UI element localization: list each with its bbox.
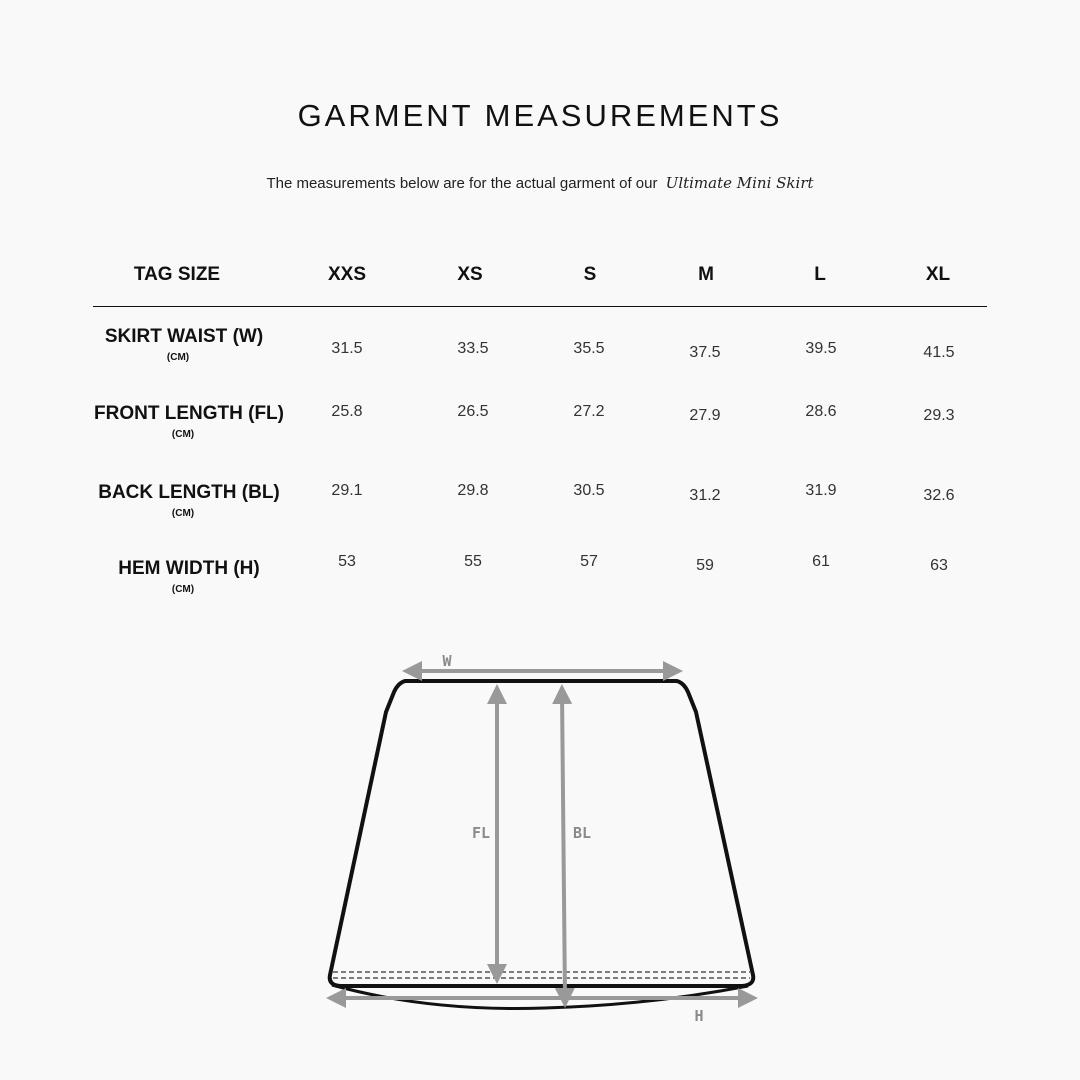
row-unit: (CM) xyxy=(166,352,190,363)
table-cell: 37.5 xyxy=(689,344,721,361)
header-tag-size: TAG SIZE xyxy=(133,264,221,285)
table-cell: 55 xyxy=(464,553,482,570)
table-cell: 33.5 xyxy=(457,340,489,357)
header-size-l: L xyxy=(814,264,826,285)
table-cell: 31.9 xyxy=(805,482,837,499)
header-size-s: S xyxy=(583,264,597,285)
table-cell: 29.8 xyxy=(457,482,489,499)
table-cell: 25.8 xyxy=(331,403,363,420)
row-name: SKIRT WAIST (W) xyxy=(104,326,264,347)
front-length-label: FL xyxy=(471,824,491,842)
table-cell: 26.5 xyxy=(457,403,489,420)
row-unit: (CM) xyxy=(171,508,195,519)
table-cell: 30.5 xyxy=(573,482,605,499)
header-size-xxs: XXS xyxy=(327,264,367,285)
row-unit: (CM) xyxy=(171,429,195,440)
page-title: GARMENT MEASUREMENTS xyxy=(297,98,783,133)
table-cell: 28.6 xyxy=(805,403,837,420)
row-unit: (CM) xyxy=(171,584,195,595)
table-cell: 41.5 xyxy=(923,344,955,361)
row-name: BACK LENGTH (BL) xyxy=(98,482,280,503)
table-cell: 29.1 xyxy=(331,482,363,499)
table-cell: 29.3 xyxy=(923,407,955,424)
table-cell: 63 xyxy=(930,557,948,574)
header-size-m: M xyxy=(698,264,714,285)
table-cell: 32.6 xyxy=(923,487,955,504)
header-size-xs: XS xyxy=(457,264,483,285)
row-name: FRONT LENGTH (FL) xyxy=(94,403,284,424)
skirt-outline xyxy=(330,681,754,986)
table-cell: 35.5 xyxy=(573,340,605,357)
waist-label: W xyxy=(442,652,452,670)
table-cell: 57 xyxy=(580,553,598,570)
table-cell: 27.9 xyxy=(689,407,721,424)
table-cell: 59 xyxy=(696,557,714,574)
subtitle-text: The measurements below are for the actual garment of our xyxy=(266,175,658,192)
table-cell: 61 xyxy=(812,553,830,570)
table-cell: 31.2 xyxy=(689,487,721,504)
product-name: Ultimate Mini Skirt xyxy=(665,174,814,192)
table-cell: 53 xyxy=(338,553,356,570)
back-length-arrow xyxy=(562,692,565,1000)
table-cell: 39.5 xyxy=(805,340,837,357)
back-length-label: BL xyxy=(572,824,592,842)
row-name: HEM WIDTH (H) xyxy=(118,558,260,579)
table-cell: 27.2 xyxy=(573,403,605,420)
header-size-xl: XL xyxy=(925,264,951,285)
hem-label: H xyxy=(694,1007,704,1025)
table-cell: 31.5 xyxy=(331,340,363,357)
